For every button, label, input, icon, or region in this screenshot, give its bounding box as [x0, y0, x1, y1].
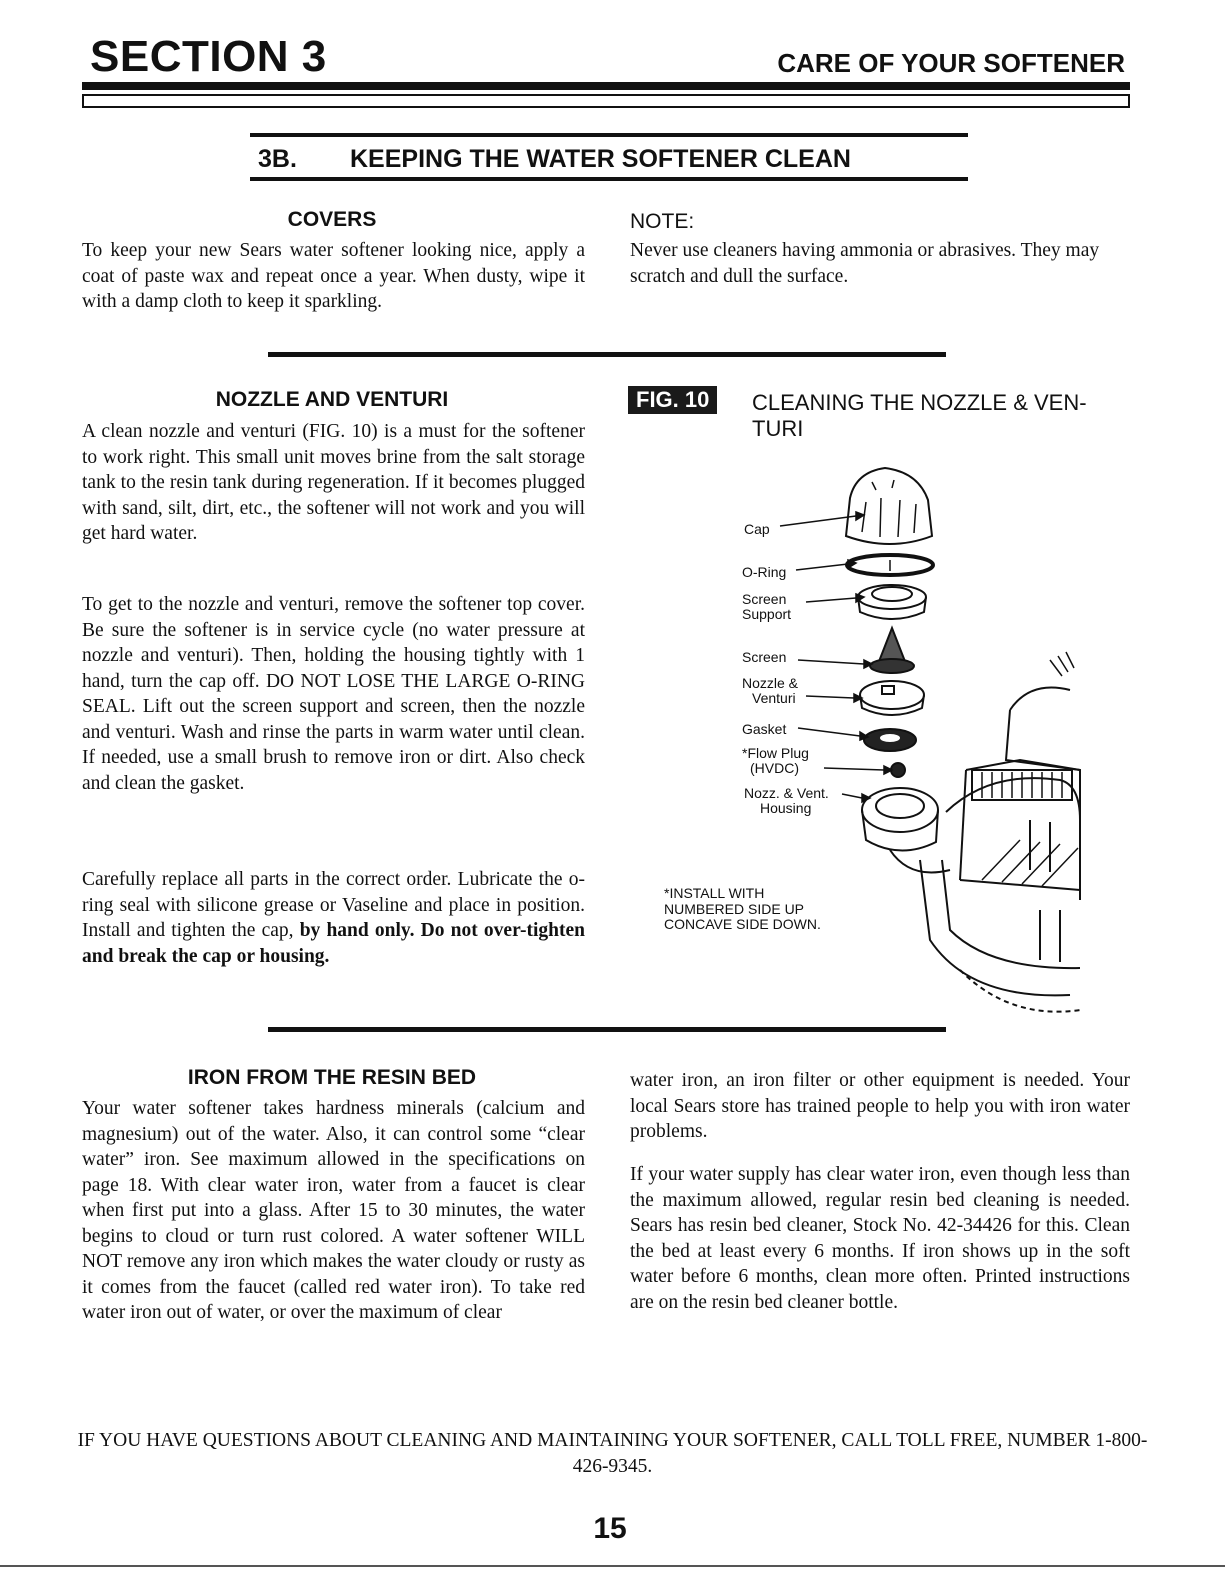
nozzle-paragraph-1: A clean nozzle and venturi (FIG. 10) is a must for the softener to work right. This small unit moves brine from the salt storage tank to the resin tank during regeneration. If it becomes plugged with sand, silt, dirt, etc., the softener will not work and you will get hard water.: [82, 421, 585, 544]
page-number: 15: [593, 1512, 627, 1545]
cap-drawing: [846, 468, 932, 544]
nozzle-paragraph-3-lead: Carefully replace all parts in the correct order. Lubricate the o-ring seal with silicone grease or Vaseline and place in position. Install and tighten the cap,: [82, 869, 585, 941]
install-note-line2: NUMBERED SIDE UP: [664, 900, 805, 917]
label-screen-support-line1: Screen: [742, 591, 787, 607]
covers-paragraph: To keep your new Sears water softener looking nice, apply a coat of paste wax and repeat once a year. When dusty, wipe it with a damp cloth to keep it sparkling.: [82, 240, 585, 312]
label-flow-plug-line1: *Flow Plug: [742, 745, 809, 761]
nozzle-venturi-diagram: [610, 440, 1120, 1030]
nozzle-paragraph-2: To get to the nozzle and venturi, remove the softener top cover. Be sure the softener is in service cycle (no water pressure at nozzle and venturi). Then, holding the housing tightly with 1 hand, turn the cap off. DO NOT LOSE THE LARGE O-RING SEAL. Lift out the screen support and screen, then the nozzle and venturi. Wash and rinse the parts in warm water until clean. If needed, use a small brush to remove iron or dirt. Also check and clean the gasket.: [82, 594, 585, 794]
subsection-rule-top: [250, 133, 968, 137]
subsection-rule-bottom: [250, 177, 968, 181]
header-rule: [82, 82, 1130, 90]
section-separator: [268, 352, 946, 357]
screen-drawing: [870, 628, 914, 673]
label-nozzle-venturi: [742, 676, 798, 706]
valve-body-drawing: [890, 652, 1080, 1012]
housing-drawing: [862, 788, 938, 851]
install-note-line1: *INSTALL WITH: [664, 885, 765, 901]
note-paragraph: Never use cleaners having ammonia or abrasives. They may scratch and dull the surface.: [630, 240, 1100, 287]
nozzle-heading: NOZZLE AND VENTURI: [215, 388, 449, 411]
iron-heading: IRON FROM THE RESIN BED: [187, 1066, 477, 1089]
subsection-title: KEEPING THE WATER SOFTENER CLEAN: [350, 145, 851, 173]
subsection-heading: [258, 145, 958, 174]
figure-badge: FIG. 10: [628, 386, 717, 414]
figure-title: CLEANING THE NOZZLE & VEN-TURI: [752, 390, 1087, 441]
label-housing-line1: Nozz. & Vent.: [744, 785, 829, 801]
label-flow-plug-line2: (HVDC): [750, 760, 799, 776]
iron-paragraph-2: water iron, an iron filter or other equipment is needed. Your local Sears store has trained people to help you with iron water problems.: [630, 1070, 1130, 1142]
label-flow-plug: [742, 746, 809, 776]
subsection-number: 3B.: [258, 145, 297, 173]
section-separator-2: [268, 1027, 946, 1032]
label-nozzle-line2: Venturi: [752, 690, 796, 706]
label-housing-line2: Housing: [760, 800, 812, 816]
label-gasket: Gasket: [742, 721, 787, 737]
iron-paragraph-1: Your water softener takes hardness minerals (calcium and magnesium) out of the water. Also, it can control some “clear water” iron. See maximum allowed in the specifications on page 18. With clear water iron, water from a faucet is clear when first put into a glass. After 15 to 30 minutes, the water begins to cloud or turn rust colored. A water softener WILL NOT remove any iron which makes the water cloudy or rusty as it comes from the faucet (called red water iron). To take red water iron out of water, or over the maximum of clear: [82, 1098, 585, 1323]
iron-paragraph-3: If your water supply has clear water iron, even though less than the maximum allowed, regular resin bed cleaning is needed. Sears has resin bed cleaner, Stock No. 42-34426 for this. Clean the bed at least every 6 months. If iron shows up in the soft water before 6 months, clean more often. Printed instructions are on the resin bed cleaner bottle.: [630, 1164, 1130, 1313]
section-title: SECTION 3: [90, 32, 327, 81]
label-o-ring: O-Ring: [742, 564, 787, 580]
install-note-line3: CONCAVE SIDE DOWN.: [664, 916, 821, 932]
page-header-title: CARE OF YOUR SOFTENER: [777, 48, 1125, 78]
label-screen-support-line2: Support: [742, 606, 792, 622]
label-screen-support: [742, 592, 791, 622]
footer-contact: IF YOU HAVE QUESTIONS ABOUT CLEANING AND MAINTAINING YOUR SOFTENER, CALL TOLL FREE, NUMBER 1-800-426-9345.: [77, 1430, 1148, 1477]
install-note: [664, 886, 821, 933]
note-heading: NOTE:: [630, 210, 695, 233]
nozzle-warning: by hand only. Do not over-tighten and break the cap or housing.: [82, 920, 585, 967]
label-nozzle-line1: Nozzle &: [742, 675, 799, 691]
covers-heading: COVERS: [287, 208, 377, 231]
label-screen: Screen: [742, 649, 787, 665]
nozzle-venturi-drawing: [860, 681, 924, 715]
header-frame-rule: [82, 94, 1130, 108]
screen-support-drawing: [858, 585, 926, 619]
label-housing: [744, 786, 829, 816]
nozzle-paragraph-3: [82, 867, 585, 969]
page-bottom-line: [0, 1565, 1225, 1567]
label-cap: Cap: [744, 521, 770, 537]
